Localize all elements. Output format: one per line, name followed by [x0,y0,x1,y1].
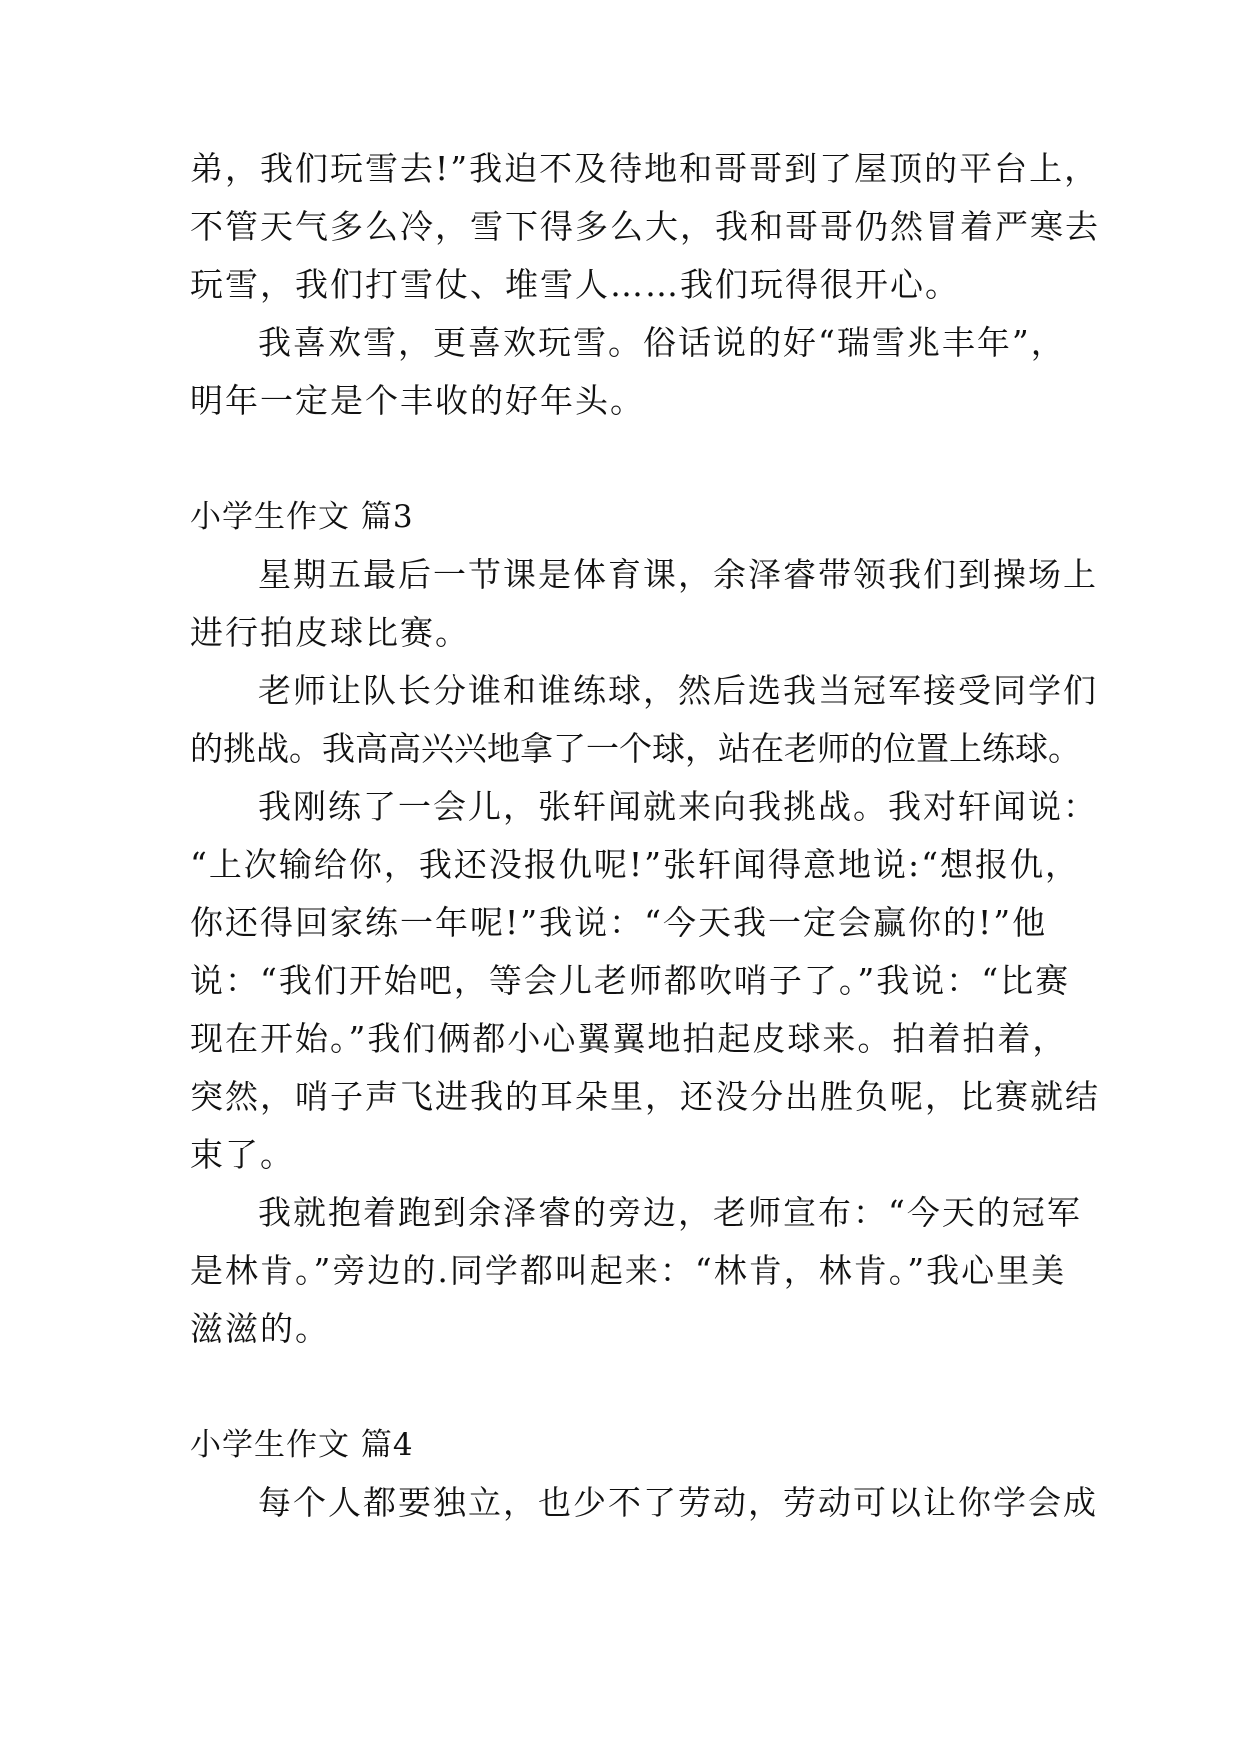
text-line: 是林肯。”旁边的.同学都叫起来：“林肯，林肯。”我心里美 [190,1251,1067,1290]
paragraph [190,662,1098,778]
text-line: 老师让队长分谁和谁练球，然后选我当冠军接受同学们 [258,671,1098,710]
text-line: 的挑战。我高高兴兴地拿了一个球，站在老师的位置上练球。 [190,729,1081,768]
text-line: 进行拍皮球比赛。 [190,613,470,652]
section-heading: 小学生作文 篇4 [190,1427,414,1463]
paragraph [190,546,1098,662]
text-line: 每个人都要独立，也少不了劳动，劳动可以让你学会成 [258,1483,1098,1522]
text-line: 玩雪，我们打雪仗、堆雪人……我们玩得很开心。 [190,265,960,304]
text-line: 现在开始。”我们俩都小心翼翼地拍起皮球来。拍着拍着， [190,1019,1068,1058]
text-line: 星期五最后一节课是体育课，余泽睿带领我们到操场上 [258,555,1098,594]
text-line: 弟，我们玩雪去!”我迫不及待地和哥哥到了屋顶的平台上， [190,149,1100,188]
text-line: 说：“我们开始吧，等会儿老师都吹哨子了。”我说：“比赛 [190,961,1071,1000]
section-essay-3 [190,488,1100,1358]
text-line: 你还得回家练一年呢!”我说：“今天我一定会赢你的!”他 [190,903,1048,942]
paragraph [190,314,1066,430]
document-page [190,140,1100,1532]
section-essay-4 [190,1416,1098,1532]
paragraph [190,140,1100,314]
text-line: 我喜欢雪，更喜欢玩雪。俗话说的好“瑞雪兆丰年”， [258,323,1066,362]
paragraph [190,1184,1082,1358]
section-spacer [190,1358,1050,1416]
text-line: 滋滋的。 [190,1309,330,1348]
section-spacer [190,430,1050,488]
paragraph [190,778,1100,1184]
text-line: 束了。 [190,1135,295,1174]
text-line: 我就抱着跑到余泽睿的旁边，老师宣布：“今天的冠军 [258,1193,1082,1232]
text-line: “上次输给你，我还没报仇呢!”张轩闻得意地说:“想报仇， [190,845,1080,884]
text-line: 明年一定是个丰收的好年头。 [190,381,645,420]
text-line: 不管天气多么冷，雪下得多么大，我和哥哥仍然冒着严寒去 [190,207,1100,246]
text-line: 我刚练了一会儿，张轩闻就来向我挑战。我对轩闻说： [258,787,1098,826]
section-continuation [190,140,1100,430]
section-heading: 小学生作文 篇3 [190,499,414,535]
paragraph [190,1474,1098,1532]
text-line: 突然，哨子声飞进我的耳朵里，还没分出胜负呢，比赛就结 [190,1077,1100,1116]
